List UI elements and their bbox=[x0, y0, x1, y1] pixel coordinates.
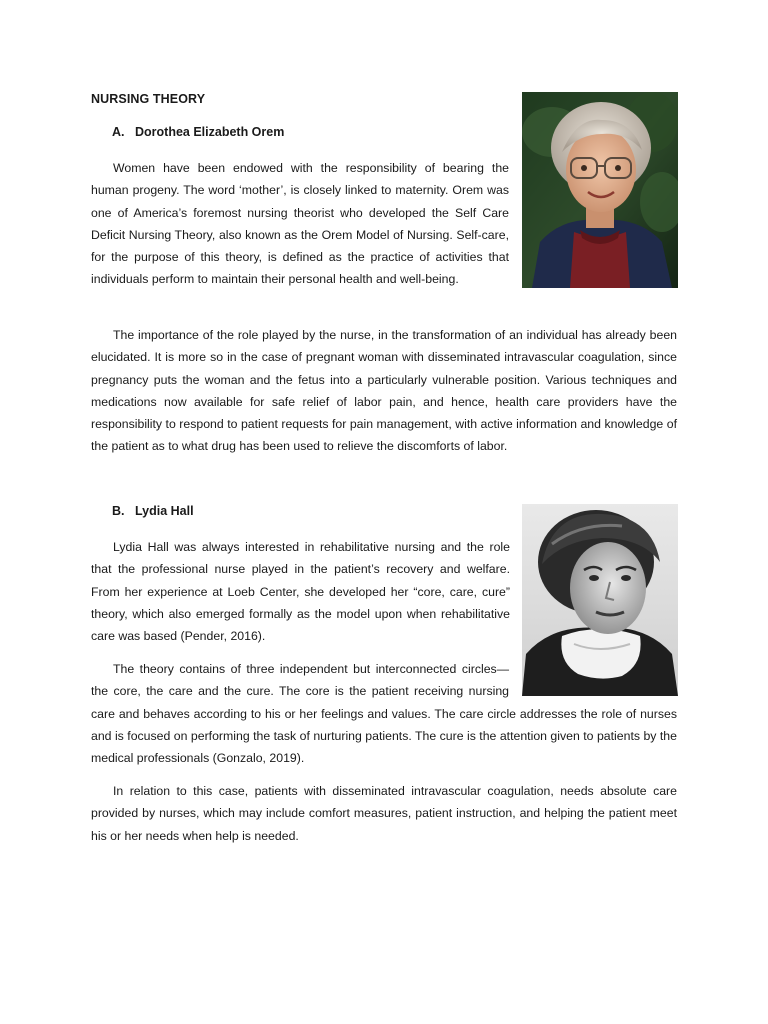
section-heading-hall bbox=[112, 504, 194, 518]
paragraph-orem-role: The importance of the role played by the nurse, in the transformation of an individual has already been elucidated. It is more so in the case of pregnant woman with disseminated intravascular coagulation, since pregnancy puts the woman and the fetus into a particularly vulnerable position. Various techniques and medications now available for safe relief of labor pain, and hence, health care providers have the responsibility to respond to patient requests for pain management, with active information and knowledge of the patient as to what drug has been used to relieve the discomforts of labor. bbox=[91, 328, 677, 454]
section-heading-orem bbox=[112, 125, 284, 139]
image-wrap-spacer bbox=[509, 658, 677, 702]
section-title: Dorothea Elizabeth Orem bbox=[135, 125, 285, 139]
paragraph-hall-theory: The theory contains of three independent but interconnected circles—the core, the care and the cure. The core is the patient receiving nursing care and behaves according to his or her feelings and values. The care circle addresses the role of nurses and is focused on performing the task of nurturing patients. The cure is the attention given to patients by the medical professionals (Gonzalo, 2019). bbox=[91, 662, 677, 766]
portrait-photo-orem bbox=[522, 92, 678, 288]
paragraph-hall-theory-wrapper bbox=[91, 658, 677, 769]
paragraph-hall-intro: Lydia Hall was always interested in rehabilitative nursing and the role that the professional nurse played in the patient’s recovery and welfare. From her experience at Loeb Center, she developed her “core, care, cure” theory, which also emerged formally as the model upon when rehabilitative care was based (Pender, 2016). bbox=[91, 540, 510, 644]
page-title: NURSING THEORY bbox=[91, 92, 206, 106]
section-letter: A. bbox=[112, 125, 125, 139]
paragraph-hall-relation: In relation to this case, patients with disseminated intravascular coagulation, needs absolute care provided by nurses, which may include comfort measures, patient instruction, and helping the patient meet his or her needs when help is needed. bbox=[91, 784, 677, 843]
paragraph-orem-intro: Women have been endowed with the responsibility of bearing the human progeny. The word ‘mother’, is closely linked to maternity. Orem was one of America’s foremost nursing theorist who developed the Self Care Deficit Nursing Theory, also known as the Orem Model of Nursing. Self-care, for the purpose of this theory, is defined as the practice of activities that individuals perform to maintain their personal health and well-being. bbox=[91, 161, 509, 287]
section-title: Lydia Hall bbox=[135, 504, 194, 518]
section-letter: B. bbox=[112, 504, 125, 518]
